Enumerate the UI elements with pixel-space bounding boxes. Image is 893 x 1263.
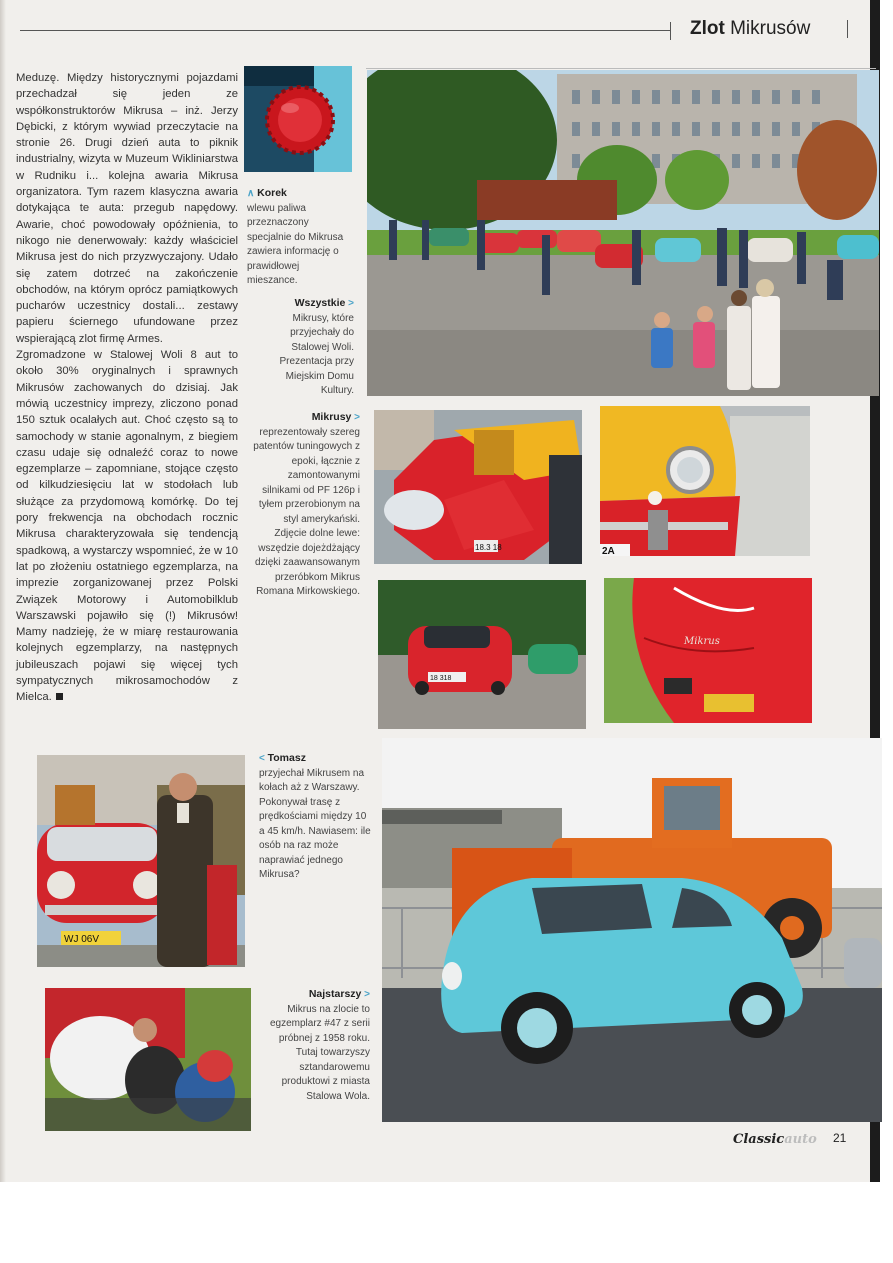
magazine-logo: [733, 1132, 817, 1147]
arrow-up-icon: ∧: [247, 188, 255, 199]
header-divider: [670, 22, 671, 40]
logo-suffix: auto: [784, 1132, 817, 1147]
article-paragraph-1: Meduzę. Między historycznymi pojazdami przechadzał się jeden ze współkonstruktorów Mikrusa – inż. Jerzy Dębicki, z którym wywiad przeczytacie na stronie 26. Drugi dzień auta to piknik industrialny, wizyta w Muzeum Wikliniarstwa w Rudniku i... kolejna awaria Mikrusa organizatora. Tym razem klasyczna awaria dotykająca te auta: przegub napędowy. Awarie, choć powodowały opóźnienia, to nikogo nie denerwowały: każdy właściciel Mikrusa jest do nich przyzwyczajony. Udało się zatem dotrzeć na zakończenie obchodów, na którym oprócz pamiątkowych pucharów uczestnicy dostali... zestawy papieru ściernego ufundowane przez wspierającą zlot firmę Armes.: [16, 72, 238, 345]
photo-rally-square: [367, 70, 879, 396]
caption-korek: [247, 186, 351, 289]
photo-fuel-cap: [244, 66, 352, 172]
article-body: [16, 70, 238, 706]
plate-yellow: 2A: [602, 546, 615, 556]
caption-korek-title: Korek: [257, 187, 287, 199]
plate-parked: WJ 06V: [64, 934, 100, 945]
page-number: 21: [833, 1131, 847, 1145]
svg-text:Mikrus: Mikrus: [684, 636, 720, 647]
arrow-right-icon: >: [348, 298, 354, 309]
section-header: [690, 18, 810, 40]
caption-mikrusy: [250, 410, 360, 600]
caption-wszystkie-title: Wszystkie: [294, 297, 346, 309]
photo-blue-mikrus-loader: [382, 738, 882, 1122]
caption-wszystkie-text: Mikrusy, które przyjechały do Stalowej Woli. Prezentacja przy Miejskim Domu Kultury.: [279, 312, 354, 396]
photo-top-rule: [366, 68, 876, 69]
caption-wszystkie: [250, 296, 354, 399]
header-rule: [20, 30, 670, 31]
photo-repair-crowd: [45, 988, 251, 1131]
caption-najstarszy-title: Najstarszy: [308, 988, 362, 1000]
caption-tomasz-title: Tomasz: [267, 752, 306, 764]
caption-najstarszy-text: Mikrus na zlocie to egzemplarz #47 z serii próbnej z 1958 roku. Tutaj towarzyszy sztandarowemu produktowi z miasta Stalowa Wola.: [269, 1003, 370, 1102]
arrow-left-icon: <: [259, 753, 265, 764]
logo-main: Classic: [733, 1132, 785, 1147]
svg-text:18 318: 18 318: [430, 675, 452, 682]
caption-najstarszy: [264, 987, 370, 1104]
caption-mikrusy-text: reprezentowały szereg patentów tuningowych z epoki, łącznie z zamontowanymi silnikami od PF 126p i tyłem przerobionym na styl amerykański. Zdjęcie dolne lewe: wszędzie dojeżdżający dzięki zaawansowanym przeróbkom Mikrus Romana Mirkowskiego.: [253, 426, 360, 597]
photo-red-cars-rear: [374, 410, 582, 564]
photo-red-hood: [604, 578, 812, 723]
plate-red-rear: 18.3 18: [475, 543, 502, 552]
page-gutter: [0, 0, 6, 1182]
photo-red-mikrus-street: [378, 580, 586, 729]
photo-man-with-mikrus: [37, 755, 245, 967]
caption-mikrusy-title: Mikrusy: [311, 411, 352, 423]
section-header-rest: Mikrusów: [730, 18, 811, 39]
end-mark-icon: [56, 693, 63, 700]
caption-tomasz-text: przyjechał Mikrusem na kołach aż z Warszawy. Pokonywał trasę z prędkościami między 10 a 45 km/h. Nawiasem: ile osób na raz może naprawiać jednego Mikrusa?: [259, 767, 371, 880]
photo-yellow-front: [600, 406, 810, 556]
caption-korek-text: wlewu paliwa przeznaczony specjalnie do Mikrusa zawiera informację o prawidłowej mieszance.: [247, 202, 344, 286]
arrow-right-icon: >: [354, 412, 360, 423]
section-header-bold: Zlot: [690, 18, 725, 39]
arrow-right-icon: >: [364, 989, 370, 1000]
caption-tomasz: [259, 751, 371, 883]
article-paragraph-2: Zgromadzone w Stalowej Woli 8 aut to około 30% oryginalnych i sprawnych Mikrusów zachowanych do dzisiaj. Jak mówią uczestnicy imprezy, zliczono ponad 150 sztuk ocalałych aut. Choć często są to samochody w stanie agonalnym, z biegiem czasu udaje się odnaleźć coraz to nowe egzemplarze – zapomniane, stojące często od kilkudziesięciu lat w stodołach lub służące za przydomową komórkę. Do tej pory frekwencja na obchodach rocznic Mikrusa charakteryzowała się tendencją spadkową, a wystarczy wspomnieć, że w 10 lat po złożeniu ostatniego egzemplarza, na imprezie zorganizowanej przez Polski Związek Motorowy i Automobilklub Warszawski pojawiło się (!) Mikrusów! Mamy nadzieję, że w miarę restaurowania kolejnych egzemplarzy, na następnych jubileuszach pojawi się więcej tych sympatycznych mikrosamochodów z Mielca.: [16, 349, 238, 704]
header-divider-right: [847, 20, 848, 38]
